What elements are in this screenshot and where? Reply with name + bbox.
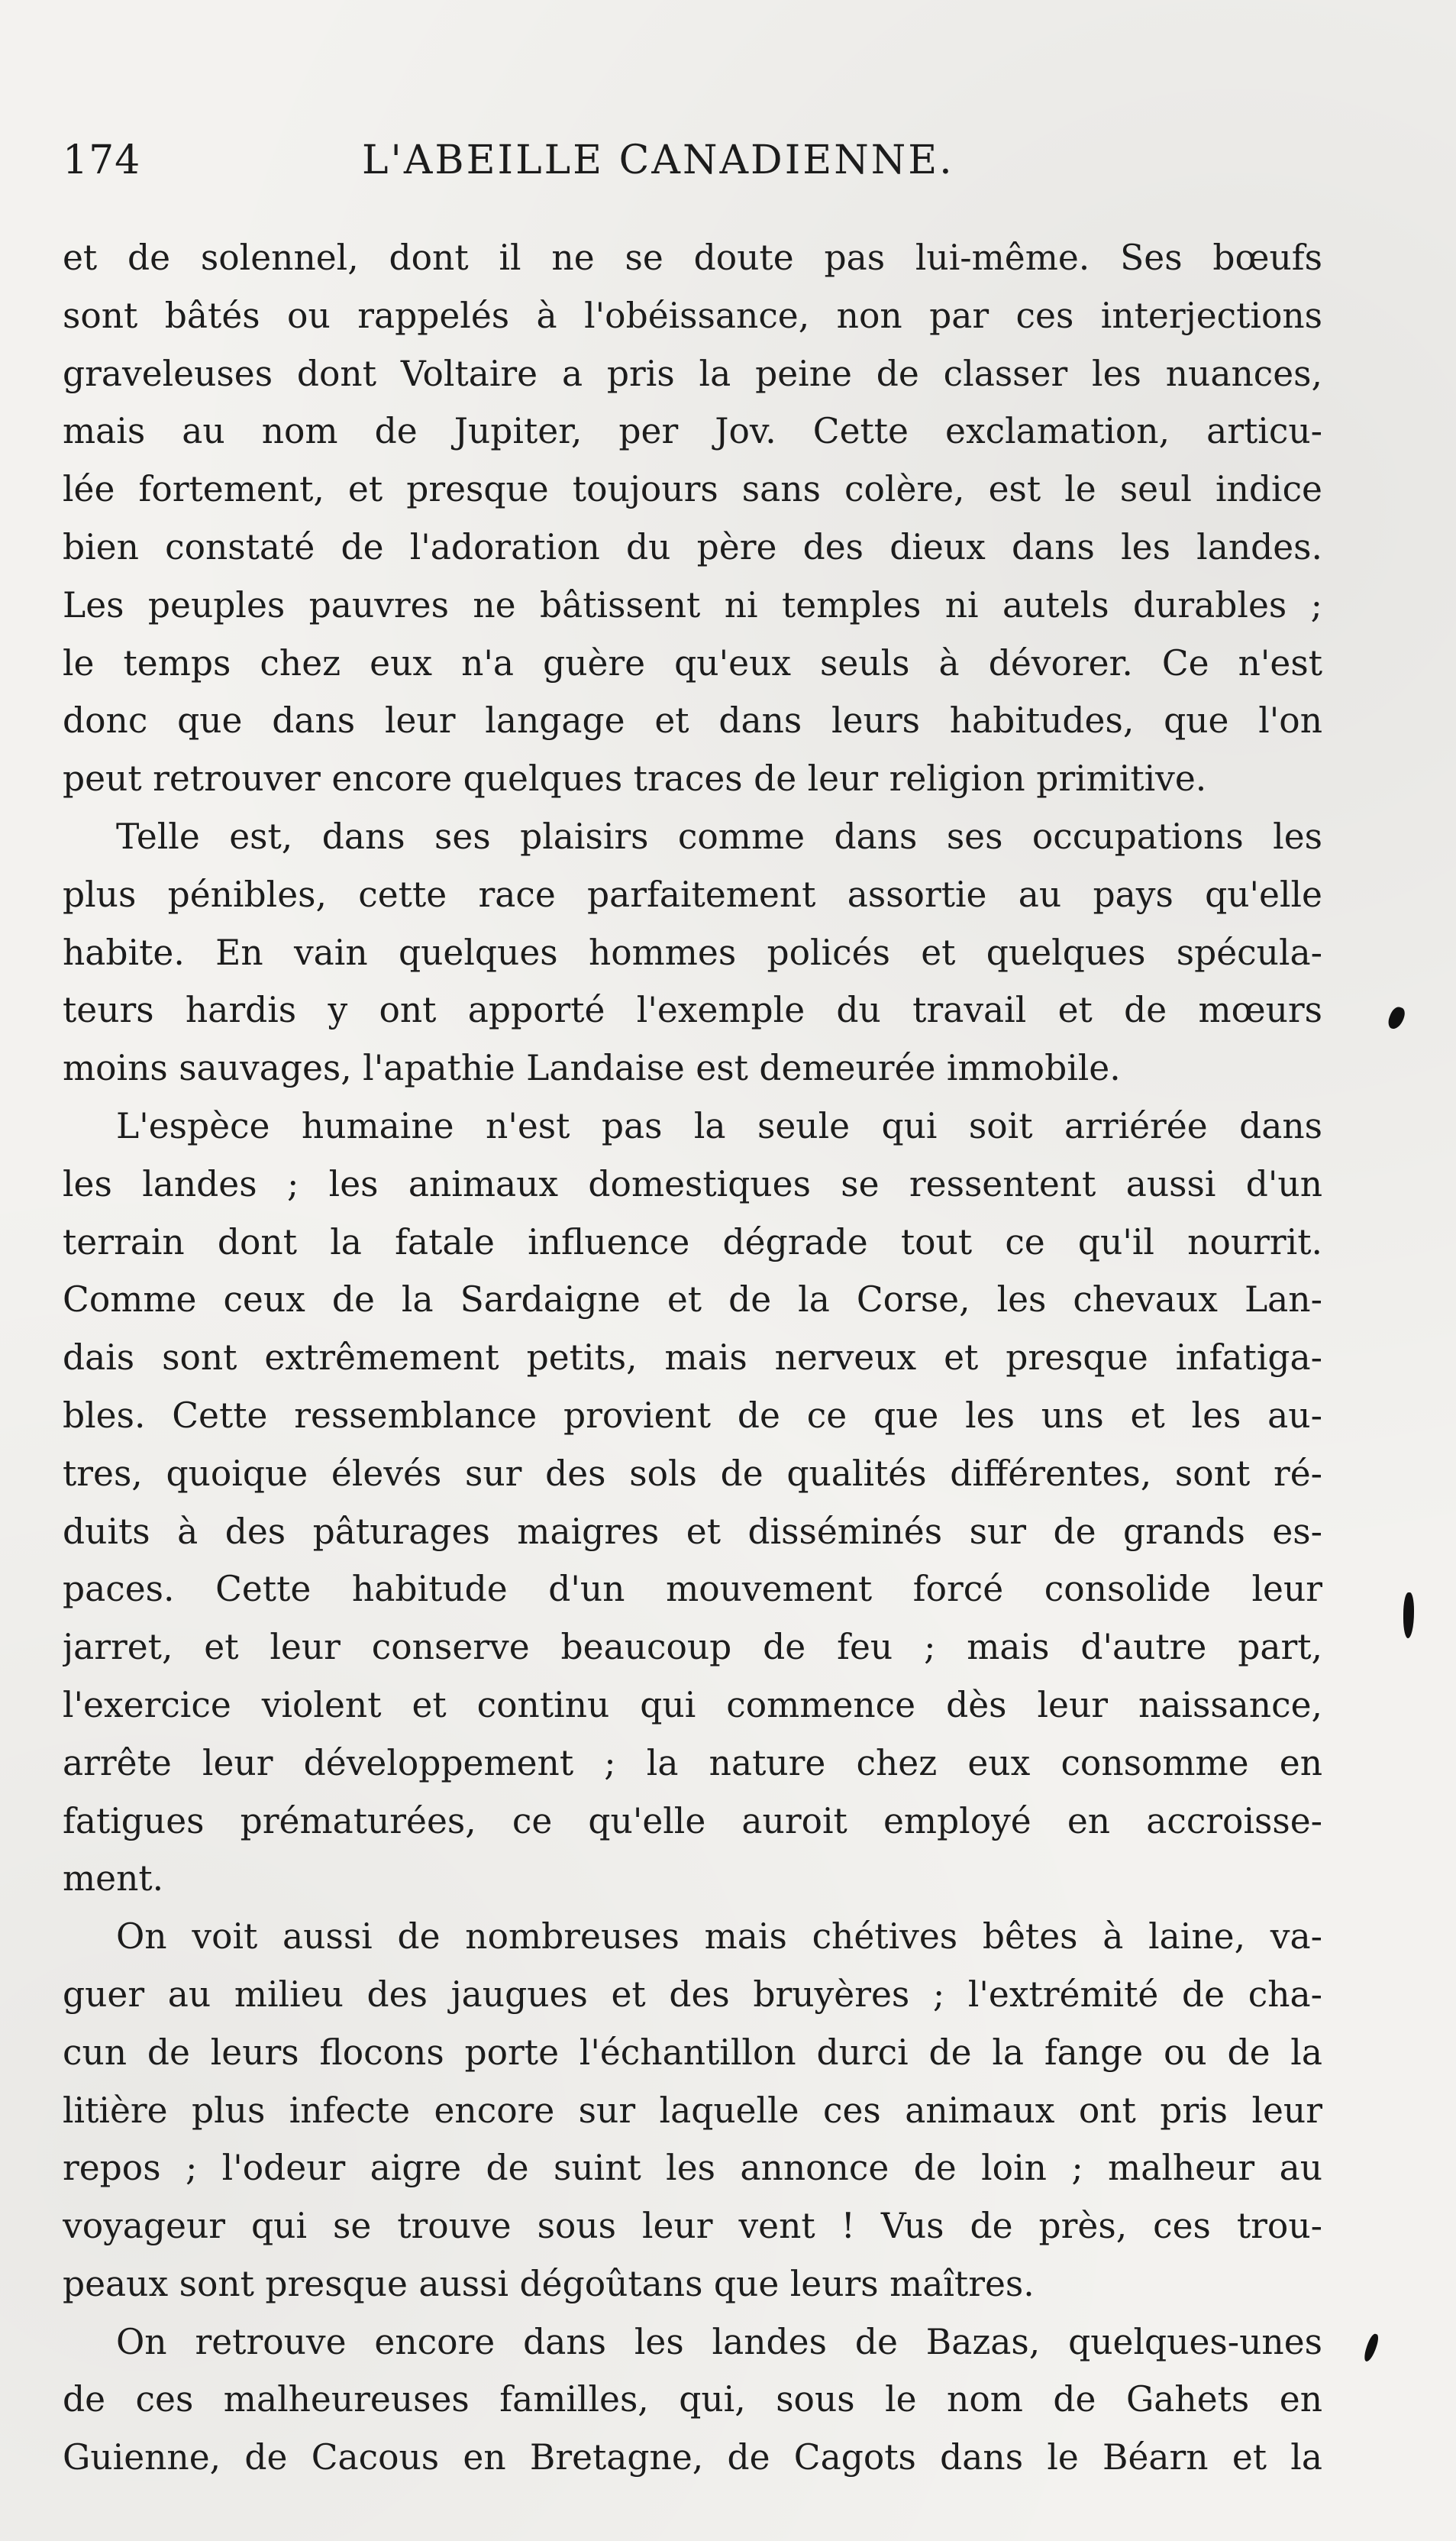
ink-blot — [1386, 1005, 1406, 1031]
text-line: litière plus infecte encore sur laquelle ces animaux ont pris leur — [63, 2090, 1322, 2131]
text-line: repos ; l'odeur aigre de suint les annonce de loin ; malheur au — [63, 2148, 1322, 2189]
ink-blot — [1362, 2332, 1380, 2363]
text-line: le temps chez eux n'a guère qu'eux seuls à dévorer. Ce n'est — [63, 642, 1322, 684]
page-number: 174 — [63, 137, 141, 183]
text-line: duits à des pâturages maigres et disséminés sur de grands es- — [63, 1511, 1322, 1552]
text-line: plus pénibles, cette race parfaitement assortie au pays qu'elle — [63, 874, 1322, 915]
text-line: dais sont extrêmement petits, mais nerveux et presque infatiga- — [63, 1337, 1322, 1379]
text-line: voyageur qui se trouve sous leur vent ! Vus de près, ces trou- — [63, 2206, 1322, 2247]
text-line: jarret, et leur conserve beaucoup de feu ; mais d'autre part, — [63, 1627, 1322, 1668]
paragraph-start-line: L'espèce humaine n'est pas la seule qui soit arriérée dans — [116, 1105, 1322, 1146]
text-line: ment. — [63, 1858, 164, 1899]
text-line: Guienne, de Cacous en Bretagne, de Cagots dans le Béarn et la — [63, 2437, 1322, 2478]
text-line: guer au milieu des jaugues et des bruyères ; l'extrémité de cha- — [63, 1974, 1322, 2015]
text-line: moins sauvages, l'apathie Landaise est demeurée immobile. — [63, 1048, 1121, 1089]
text-line: lée fortement, et presque toujours sans colère, est le seul indice — [63, 469, 1322, 510]
text-line: peut retrouver encore quelques traces de leur religion primitive. — [63, 758, 1207, 800]
ink-blot — [1403, 1592, 1414, 1638]
text-line: mais au nom de Jupiter, per Jov. Cette exclamation, articu- — [63, 411, 1322, 452]
text-line: et de solennel, dont il ne se doute pas lui-même. Ses bœufs — [63, 238, 1322, 278]
text-line: graveleuses dont Voltaire a pris la peine de classer les nuances, — [63, 353, 1322, 394]
text-line: fatigues prématurées, ce qu'elle auroit employé en accroisse- — [63, 1800, 1322, 1841]
text-line: paces. Cette habitude d'un mouvement forcé consolide leur — [63, 1569, 1322, 1610]
text-line: donc que dans leur langage et dans leurs habitudes, que l'on — [63, 700, 1322, 742]
text-line: l'exercice violent et continu qui commence dès leur naissance, — [63, 1684, 1322, 1725]
text-line: les landes ; les animaux domestiques se ressentent aussi d'un — [63, 1163, 1322, 1204]
text-line: habite. En vain quelques hommes policés et quelques spécula- — [63, 932, 1322, 973]
text-line: arrête leur développement ; la nature chez eux consomme en — [63, 1742, 1322, 1783]
body-text — [63, 229, 1322, 2487]
text-line: Comme ceux de la Sardaigne et de la Corse, les chevaux Lan- — [63, 1279, 1322, 1321]
paragraph-start-line: On retrouve encore dans les landes de Bazas, quelques-unes — [116, 2321, 1322, 2362]
paragraph-start-line: Telle est, dans ses plaisirs comme dans ses occupations les — [116, 816, 1322, 857]
text-line: teurs hardis y ont apporté l'exemple du travail et de mœurs — [63, 990, 1322, 1031]
text-line: bles. Cette ressemblance provient de ce que les uns et les au- — [63, 1395, 1322, 1436]
text-line: tres, quoique élevés sur des sols de qualités différentes, sont ré- — [63, 1453, 1322, 1494]
text-line: peaux sont presque aussi dégoûtans que leurs maîtres. — [63, 2263, 1035, 2304]
text-line: terrain dont la fatale influence dégrade tout ce qu'il nourrit. — [63, 1221, 1322, 1262]
text-line: sont bâtés ou rappelés à l'obéissance, non par ces interjections — [63, 295, 1322, 336]
paragraph-start-line: On voit aussi de nombreuses mais chétives bêtes à laine, va- — [116, 1916, 1322, 1957]
text-line: cun de leurs flocons porte l'échantillon durci de la fange ou de la — [63, 2032, 1322, 2073]
running-head — [63, 137, 1284, 199]
book-title: L'ABEILLE CANADIENNE. — [362, 137, 954, 183]
text-line: de ces malheureuses familles, qui, sous le nom de Gahets en — [63, 2379, 1322, 2420]
text-line: Les peuples pauvres ne bâtissent ni temples ni autels durables ; — [63, 584, 1322, 626]
text-line: bien constaté de l'adoration du père des dieux dans les landes. — [63, 526, 1322, 567]
